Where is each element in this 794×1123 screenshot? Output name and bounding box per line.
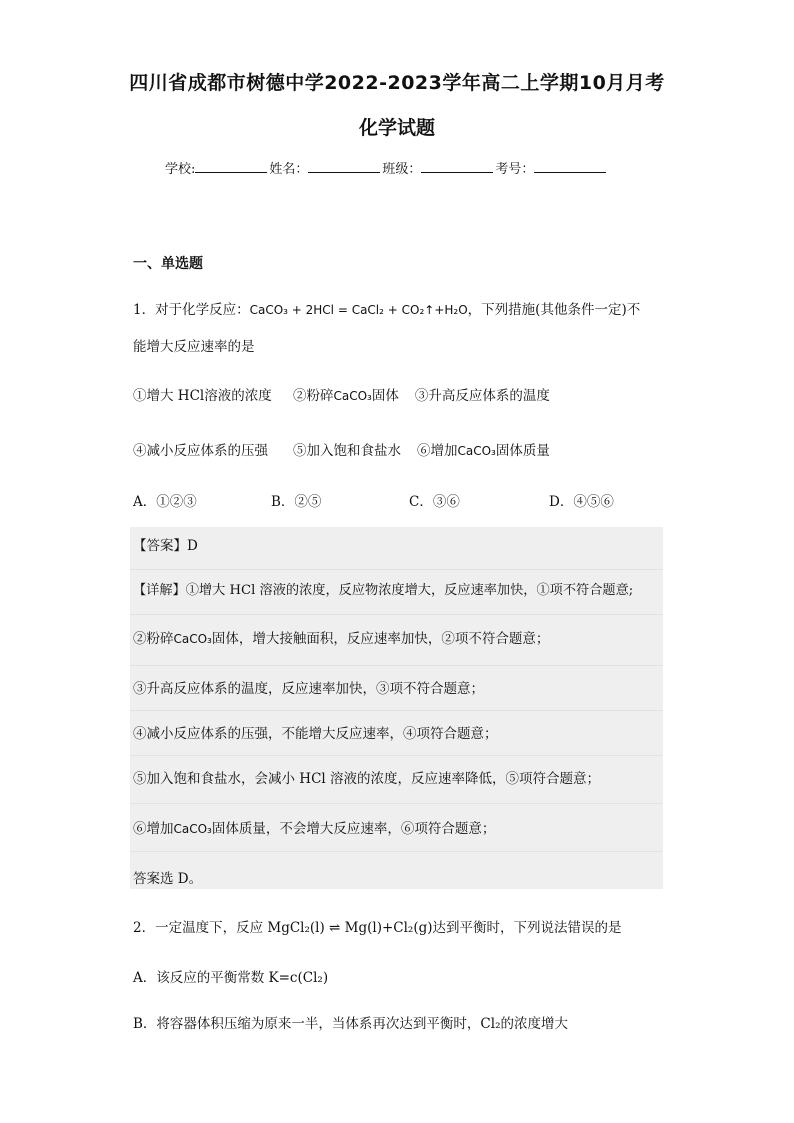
page-title: 四川省成都市树德中学2022-2023学年高二上学期10月月考 <box>129 72 665 94</box>
q1-item-1: ①增大 HCl溶液的浓度 <box>133 388 272 404</box>
q1-detail-line2: ②粉碎CaCO₃固体，增大接触面积，反应速率加快，②项不符合题意； <box>133 631 550 647</box>
page-subtitle: 化学试题 <box>358 117 435 139</box>
school-blank <box>195 160 267 173</box>
number-blank <box>534 160 606 173</box>
q1-option-a[interactable]: A．①②③ <box>133 494 197 510</box>
q1-detail-line7: 答案选 D。 <box>133 871 203 887</box>
q1-items-row2 <box>133 439 550 459</box>
name-label: 姓名： <box>269 162 309 177</box>
q1-item-5: ⑤加入饱和食盐水 <box>293 443 401 459</box>
student-info-line <box>165 158 608 177</box>
class-label: 班级： <box>382 162 422 177</box>
q1-answer: 【答案】D <box>133 538 198 554</box>
q1-options <box>133 490 614 510</box>
divider <box>130 665 663 666</box>
divider <box>130 851 663 852</box>
q1-stem-text-2: ，下列措施(其他条件一定)不 <box>467 302 641 318</box>
q1-option-b[interactable]: B．②⑤ <box>271 494 322 510</box>
class-blank <box>421 160 493 173</box>
q1-stem <box>133 298 640 318</box>
q1-detail-line1: 【详解】①增大 HCl 溶液的浓度，反应物浓度增大，反应速率加快，①项不符合题意; <box>133 583 634 598</box>
q1-item-6: ⑥增加CaCO₃固体质量 <box>417 443 550 459</box>
divider <box>130 755 663 756</box>
q1-detail-line3: ③升高反应体系的温度，反应速率加快，③项不符合题意； <box>133 681 484 697</box>
q1-stem-text: 1．对于化学反应： <box>133 302 250 318</box>
q1-option-c[interactable]: C．③⑥ <box>409 494 460 510</box>
name-blank <box>308 160 380 173</box>
q2-option-a[interactable]: A．该反应的平衡常数 K=c(Cl₂) <box>133 970 329 986</box>
divider <box>130 614 663 615</box>
q1-detail-line5: ⑤加入饱和食盐水，会减小 HCl 溶液的浓度，反应速率降低，⑤项符合题意； <box>133 771 601 787</box>
number-label: 考号： <box>495 162 535 177</box>
q1-items-row1 <box>133 384 550 404</box>
q2-option-b[interactable]: B．将容器体积压缩为原来一半，当体系再次达到平衡时，Cl₂的浓度增大 <box>133 1016 568 1032</box>
divider <box>130 569 663 570</box>
q1-stem-line2: 能增大反应速率的是 <box>133 339 255 355</box>
school-label: 学校: <box>165 162 196 177</box>
q2-stem: 2．一定温度下，反应 MgCl₂(l) ⇌ Mg(l)+Cl₂(g)达到平衡时，下列说法错误的是 <box>133 920 622 936</box>
section-heading: 一、单选题 <box>133 256 203 272</box>
q1-detail-line6: ⑥增加CaCO₃固体质量，不会增大反应速率，⑥项符合题意； <box>133 821 496 837</box>
q1-detail-line4: ④减小反应体系的压强，不能增大反应速率，④项符合题意； <box>133 726 498 742</box>
q1-item-3: ③升高反应体系的温度 <box>414 388 550 404</box>
q1-option-d[interactable]: D．④⑤⑥ <box>549 494 614 510</box>
q1-item-4: ④减小反应体系的压强 <box>133 443 268 459</box>
divider <box>130 803 663 804</box>
q1-equation: CaCO₃ + 2HCl = CaCl₂ + CO₂↑+H₂O <box>249 303 468 317</box>
divider <box>130 710 663 711</box>
q1-item-2: ②粉碎CaCO₃固体 <box>293 388 399 404</box>
